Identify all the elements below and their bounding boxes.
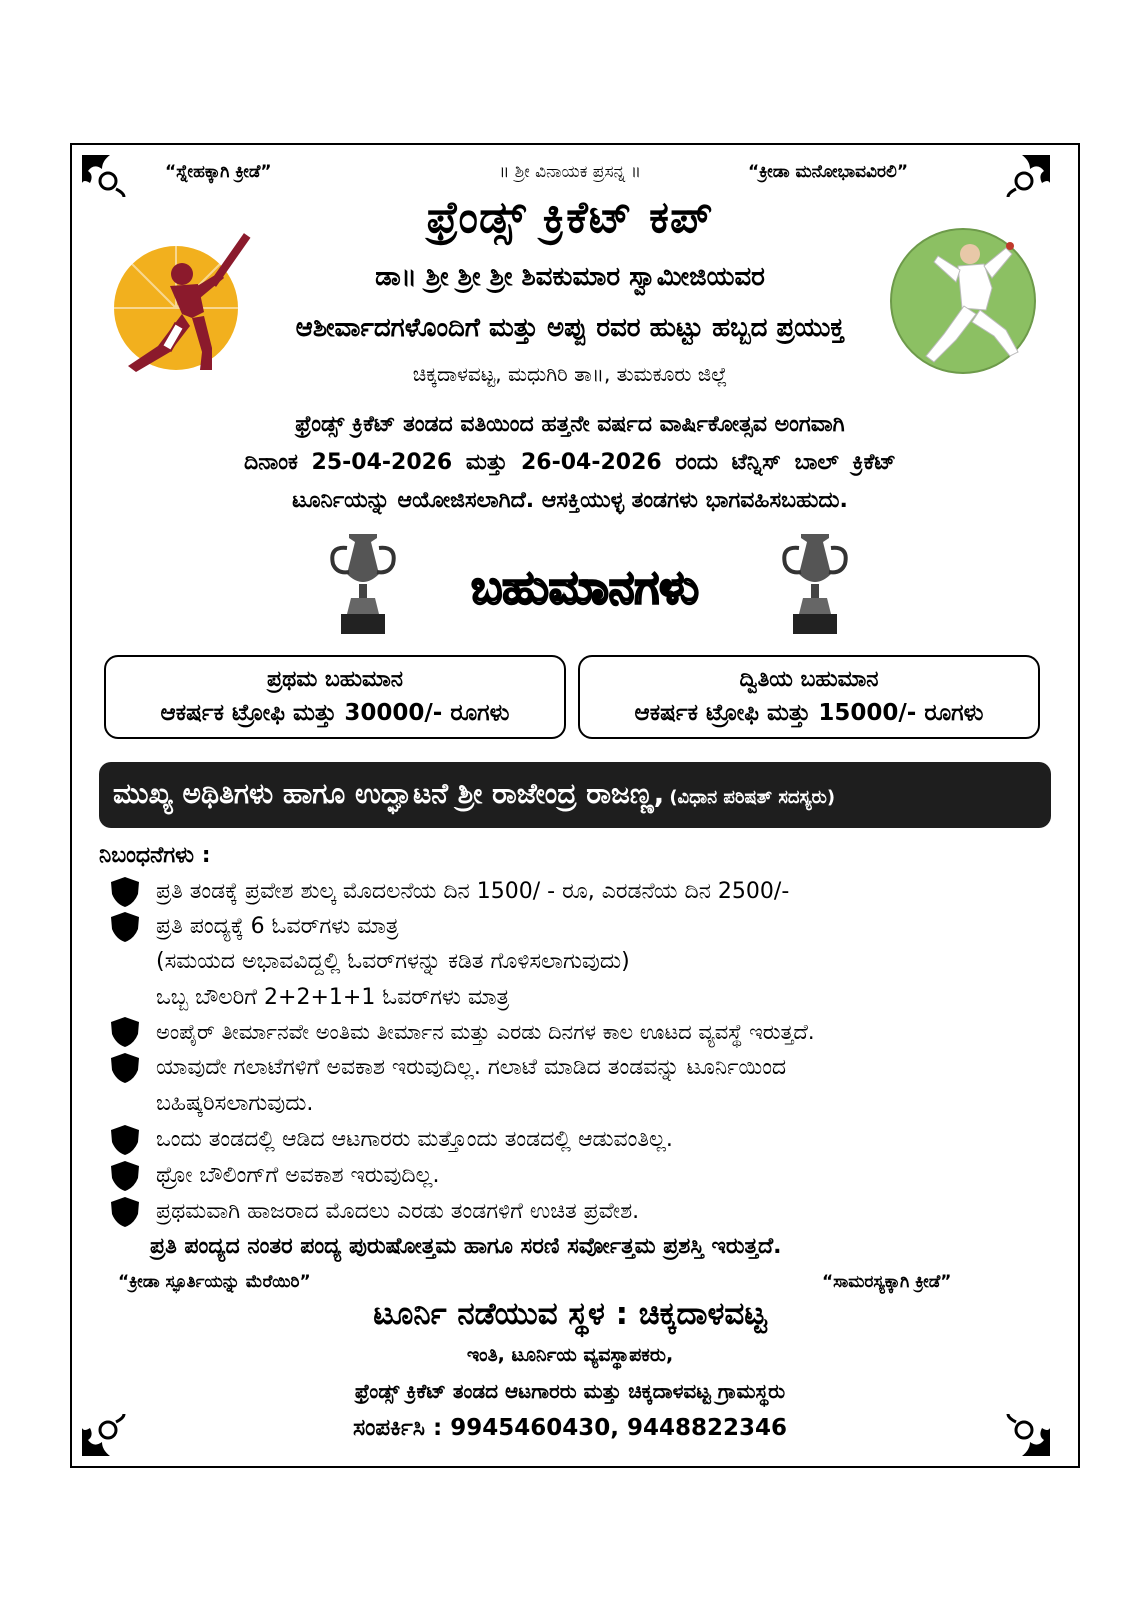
- blessing-line-2: ಆಶೀರ್ವಾದಗಳೊಂದಿಗೆ ಮತ್ತು ಅಪ್ಪು ರವರ ಹುಟ್ಟು ಹಬ್ಬದ ಪ್ರಯುಕ್ತ: [295, 313, 845, 343]
- intro-line-2: ದಿನಾಂಕ 25-04-2026 ಮತ್ತು 26-04-2026 ರಂದು ಟೆನ್ನಿಸ್ ಬಾಲ್ ಕ್ರಿಕೆಟ್: [244, 450, 896, 475]
- rule-item: [110, 1160, 1060, 1192]
- rule-text: ಪ್ರಥಮವಾಗಿ ಹಾಜರಾದ ಮೊದಲು ಎರಡು ತಂಡಗಳಿಗೆ ಉಚಿತ ಪ್ರವೇಶ.: [156, 1199, 640, 1224]
- corner-ornament-icon: [80, 1412, 126, 1458]
- header-invocation: ॥ ಶ್ರೀ ವಿನಾಯಕ ಪ್ರಸನ್ನ ॥: [498, 162, 641, 182]
- award-note: ಪ್ರತಿ ಪಂದ್ಯದ ನಂತರ ಪಂದ್ಯ ಪುರುಷೋತ್ತಮ ಹಾಗೂ ಸರಣಿ ಸರ್ವೋತ್ತಮ ಪ್ರಶಸ್ತಿ ಇರುತ್ತದೆ.: [150, 1234, 782, 1259]
- rule-text: ಅಂಪೈರ್ ತೀರ್ಮಾನವೇ ಅಂತಿಮ ತೀರ್ಮಾನ ಮತ್ತು ಎರಡು ದಿನಗಳ ಕಾಲ ಊಟದ ವ್ಯವಸ್ಥೆ ಇರುತ್ತದೆ.: [156, 1020, 815, 1044]
- first-prize-title: ಪ್ರಥಮ ಬಹುಮಾನ: [267, 667, 403, 692]
- shield-bullet-icon: [110, 1196, 140, 1228]
- rule-text: ಥ್ರೋ ಬೌಲಿಂಗ್‌ಗೆ ಅವಕಾಶ ಇರುವುದಿಲ್ಲ.: [156, 1163, 440, 1188]
- shield-bullet-icon: [110, 1160, 140, 1192]
- rule-continuation: ಬಹಿಷ್ಕರಿಸಲಾಗುವುದು.: [156, 1091, 314, 1116]
- bowler-illustration-icon: [888, 226, 1038, 376]
- shield-bullet-icon: [110, 876, 140, 908]
- header-right-tagline: “ಕ್ರೀಡಾ ಮನೋಭಾವವಿರಲಿ”: [748, 162, 909, 182]
- header-left-tagline: “ಸ್ನೇಹಕ್ಕಾಗಿ ಕ್ರೀಡೆ”: [165, 162, 272, 182]
- corner-ornament-icon: [1006, 153, 1052, 199]
- poster-title: ಫ್ರೆಂಡ್ಸ್ ಕ್ರಿಕೆಟ್ ಕಪ್: [426, 192, 714, 243]
- second-prize-box: [578, 655, 1040, 739]
- location-line: ಚಿಕ್ಕದಾಳವಟ್ಟ, ಮಧುಗಿರಿ ತಾ॥, ತುಮಕೂರು ಜಿಲ್ಲೆ: [412, 362, 728, 386]
- rule-item: [110, 1016, 1060, 1048]
- footer-right-tagline: “ಸಾಮರಸ್ಯಕ್ಕಾಗಿ ಕ್ರೀಡೆ”: [822, 1272, 952, 1292]
- rule-item: [110, 1124, 1060, 1156]
- trophy-icon: [775, 528, 855, 638]
- rule-item: [110, 911, 1060, 943]
- second-prize-title: ದ್ವಿತಿಯ ಬಹುಮಾನ: [739, 667, 879, 692]
- contact-line: ಸಂಪರ್ಕಿಸಿ : 9945460430, 9448822346: [352, 1415, 788, 1441]
- footer-left-tagline: “ಕ್ರೀಡಾ ಸ್ಫೂರ್ತಿಯನ್ನು ಮೆರೆಯಿರಿ”: [118, 1272, 311, 1292]
- trophy-icon: [323, 528, 403, 638]
- batsman-illustration-icon: [108, 228, 258, 378]
- blessing-line-1: ಡಾ॥ ಶ್ರೀ ಶ್ರೀ ಶ್ರೀ ಶಿವಕುಮಾರ ಸ್ವಾಮೀಜಿಯವರ: [375, 262, 765, 292]
- rule-text: ಯಾವುದೇ ಗಲಾಟೆಗಳಿಗೆ ಅವಕಾಶ ಇರುವುದಿಲ್ಲ. ಗಲಾಟೆ ಮಾಡಿದ ತಂಡವನ್ನು ಟೂರ್ನಿಯಿಂದ: [156, 1055, 787, 1080]
- organisers-line: ಇಂತಿ, ಟೂರ್ನಿಯ ವ್ಯವಸ್ಥಾಪಕರು,: [466, 1344, 674, 1366]
- team-line: ಫ್ರೆಂಡ್ಸ್ ಕ್ರಿಕೆಟ್ ತಂಡದ ಆಟಗಾರರು ಮತ್ತು ಚಿಕ್ಕದಾಳವಟ್ಟ ಗ್ರಾಮಸ್ಥರು: [354, 1379, 786, 1403]
- second-prize-value: ಆಕರ್ಷಕ ಟ್ರೋಫಿ ಮತ್ತು 15000/- ರೂಗಳು: [634, 700, 984, 726]
- chief-guest-text: ಮುಖ್ಯ ಅಥಿತಿಗಳು ಹಾಗೂ ಉದ್ಘಾಟನೆ ಶ್ರೀ ರಾಜೇಂದ್ರ ರಾಜಣ್ಣ,: [113, 777, 665, 810]
- rule-item: [110, 1196, 1060, 1228]
- intro-line-3: ಟೂರ್ನಿಯನ್ನು ಆಯೋಜಿಸಲಾಗಿದೆ. ಆಸಕ್ತಿಯುಳ್ಳ ತಂಡಗಳು ಭಾಗವಹಿಸಬಹುದು.: [292, 488, 848, 513]
- venue-line: ಟೂರ್ನಿ ನಡೆಯುವ ಸ್ಥಳ : ಚಿಕ್ಕದಾಳವಟ್ಟ: [373, 1296, 767, 1332]
- shield-bullet-icon: [110, 1052, 140, 1084]
- corner-ornament-icon: [80, 153, 126, 199]
- rule-continuation: (ಸಮಯದ ಅಭಾವವಿದ್ದಲ್ಲಿ ಓವರ್‌ಗಳನ್ನು ಕಡಿತ ಗೊಳಿಸಲಾಗುವುದು): [156, 949, 630, 974]
- rule-text: ಪ್ರತಿ ಪಂದ್ಯಕ್ಕೆ 6 ಓವರ್‌ಗಳು ಮಾತ್ರ: [156, 914, 399, 939]
- intro-line-1: ಫ್ರೆಂಡ್ಸ್ ಕ್ರಿಕೆಟ್ ತಂಡದ ವತಿಯಿಂದ ಹತ್ತನೇ ವರ್ಷದ ವಾರ್ಷಿಕೋತ್ಸವ ಅಂಗವಾಗಿ: [295, 412, 845, 437]
- rule-text: ಒಂದು ತಂಡದಲ್ಲಿ ಆಡಿದ ಆಟಗಾರರು ಮತ್ತೊಂದು ತಂಡದಲ್ಲಿ ಆಡುವಂತಿಲ್ಲ.: [156, 1127, 673, 1152]
- rules-heading: ನಿಬಂಧನೆಗಳು :: [99, 843, 211, 868]
- rule-item: [110, 876, 1060, 908]
- shield-bullet-icon: [110, 1016, 140, 1048]
- first-prize-box: [104, 655, 566, 739]
- rule-item: [110, 1052, 1060, 1084]
- chief-guest-note: (ವಿಧಾನ ಪರಿಷತ್ ಸದಸ್ಯರು): [669, 787, 836, 808]
- chief-guest-bar: [99, 762, 1051, 828]
- first-prize-value: ಆಕರ್ಷಕ ಟ್ರೋಫಿ ಮತ್ತು 30000/- ರೂಗಳು: [160, 700, 510, 726]
- prizes-heading: ಬಹುಮಾನಗಳು: [471, 560, 699, 614]
- shield-bullet-icon: [110, 1124, 140, 1156]
- rule-text: ಪ್ರತಿ ತಂಡಕ್ಕೆ ಪ್ರವೇಶ ಶುಲ್ಕ ಮೊದಲನೆಯ ದಿನ 1500/ - ರೂ, ಎರಡನೆಯ ದಿನ 2500/-: [156, 879, 790, 904]
- corner-ornament-icon: [1006, 1412, 1052, 1458]
- rule-continuation: ಒಬ್ಬ ಬೌಲರಿಗೆ 2+2+1+1 ಓವರ್‌ಗಳು ಮಾತ್ರ: [156, 985, 510, 1010]
- shield-bullet-icon: [110, 911, 140, 943]
